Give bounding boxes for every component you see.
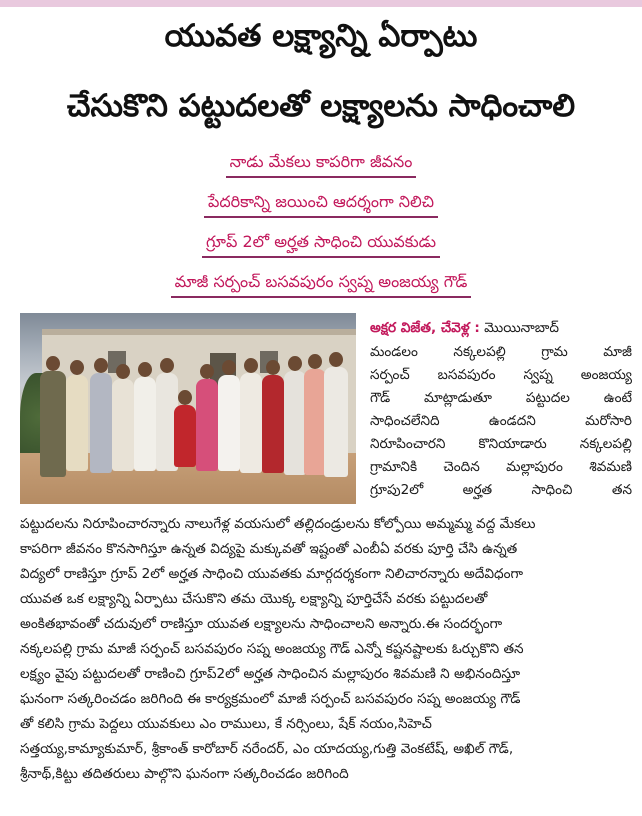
article-line: కాపరిగా జీవనం కొనసాగిస్తూ ఉన్నత విద్యపై మక్కువతో ఇష్టంతో ఎంబీఏ వరకు పూర్తి చేసి ఉన్నత	[20, 541, 518, 557]
photo-person	[40, 371, 66, 477]
article-line: సర్పంచ్ బసవపురం స్వప్న అంజయ్య	[370, 367, 632, 383]
photo-person	[90, 373, 112, 473]
article-line: గ్రామానికి చెందిన మల్లాపురం శివమణి	[370, 459, 632, 475]
subheading-4	[0, 270, 642, 298]
photo-person	[240, 373, 262, 473]
photo-person	[218, 375, 240, 471]
headline-line-1: యువత లక్ష్యాన్ని ఏర్పాటు	[164, 18, 478, 54]
article-line: మండలం నక్కలపల్లి గ్రామ మాజీ	[370, 344, 632, 360]
article-line: నక్కలపల్లి గ్రామ మాజీ సర్పంచ్ బసవపురం సప్న అంజయ్య గౌడ్ ఎన్నో కష్టనష్టాలకు ఓర్చుకొని తన	[20, 641, 524, 657]
photo-person	[196, 379, 218, 471]
byline-text: మొయినాబాద్	[479, 320, 559, 336]
subheading-2	[0, 190, 642, 218]
subheading-1-text: నాడు మేకలు కాపరిగా జీవనం	[226, 150, 417, 178]
photo-person	[284, 371, 306, 475]
article-line: సాధించలేనిది ఉండదని మరోసారి	[370, 413, 632, 429]
subheading-3-text: గ్రూప్ 2లో అర్హత సాధించి యువకుడు	[202, 230, 440, 258]
subheading-2-text: పేదరికాన్ని జయించి ఆదర్శంగా నిలిచి	[204, 190, 438, 218]
article-line: శ్రీనాథ్,కిట్టు తదితరులు పాల్గొని ఘనంగా సత్కరించడం జరిగింది	[20, 766, 349, 782]
photo-person	[134, 377, 156, 471]
article-line: సత్తయ్య,కామ్యాకుమార్, శ్రీకాంత్ కారోబార్ నరేందర్, ఎం యాదయ్య,గుత్తి వెంకటేష్, అఖిల్ గౌడ్,	[20, 741, 514, 757]
subheading-3	[0, 230, 642, 258]
article-line: లక్ష్యం వైపు పట్టుదలతో రాణించి గ్రూప్2లో అర్హత సాధించిన మల్లాపురం శివమణి ని అభినందిస్తూ	[20, 666, 521, 682]
reporter-byline: అక్షర విజేత, చేవెళ్ల :	[370, 320, 480, 336]
article-line: విద్యలో రాణిస్తూ గ్రూప్ 2లో అర్హత సాధించి యువతకు మార్గదర్శకంగా నిలిచారన్నారు అదేవిధంగా	[20, 566, 523, 582]
article-line: యువత ఒక లక్ష్యాన్ని ఏర్పాటు చేసుకొని తమ యొక్క లక్ష్యాన్ని పూర్తిచేసే వరకు పట్టుదలతో	[20, 591, 488, 607]
photo-person	[112, 379, 134, 471]
photo-person	[262, 375, 284, 473]
photo-person	[66, 375, 88, 471]
subheading-1	[0, 150, 642, 178]
subheading-4-text: మాజీ సర్పంచ్ బసవపురం స్వప్న అంజయ్య గౌడ్	[171, 270, 472, 298]
article-line: నిరూపించారని కొనియాడారు నక్కలపల్లి	[370, 436, 632, 452]
top-color-strip	[0, 0, 642, 7]
news-photo	[20, 313, 356, 504]
article-line: తో కలిసి గ్రామ పెద్దలు యువకులు ఎం రాములు, కే నర్సింలు, షేక్ నయం,సిహెచ్	[20, 716, 432, 732]
byline-line	[370, 318, 632, 339]
photo-person	[304, 369, 326, 475]
article-line: పట్టుదలను నిరూపించారన్నారు నాలుగేళ్ల వయసులో తల్లిదండ్రులను కోల్పోయి అమ్మమ్మ వద్ద మేకలు	[20, 516, 536, 532]
photo-person	[324, 367, 348, 477]
article-line: ఘనంగా సత్కరించడం జరిగింది ఈ కార్యక్రమంలో మాజీ సర్పంచ్ బసవపురం సప్న అంజయ్య గౌడ్	[20, 691, 521, 707]
article-line: గ్రూపు2లో అర్హత సాధించి తన	[370, 482, 632, 498]
photo-person	[174, 405, 196, 467]
article-line: గౌడ్ మాట్లాడుతూ పట్టుదల ఉంటే	[370, 390, 632, 406]
article-line: అంకితభావంతో చదువులో రాణిస్తూ యువత లక్ష్యాలను సాధించాలని అన్నారు.ఈ సందర్భంగా	[20, 616, 503, 632]
headline-line-2: చేసుకొని పట్టుదలతో లక్ష్యాలను సాధించాలి	[66, 88, 576, 124]
